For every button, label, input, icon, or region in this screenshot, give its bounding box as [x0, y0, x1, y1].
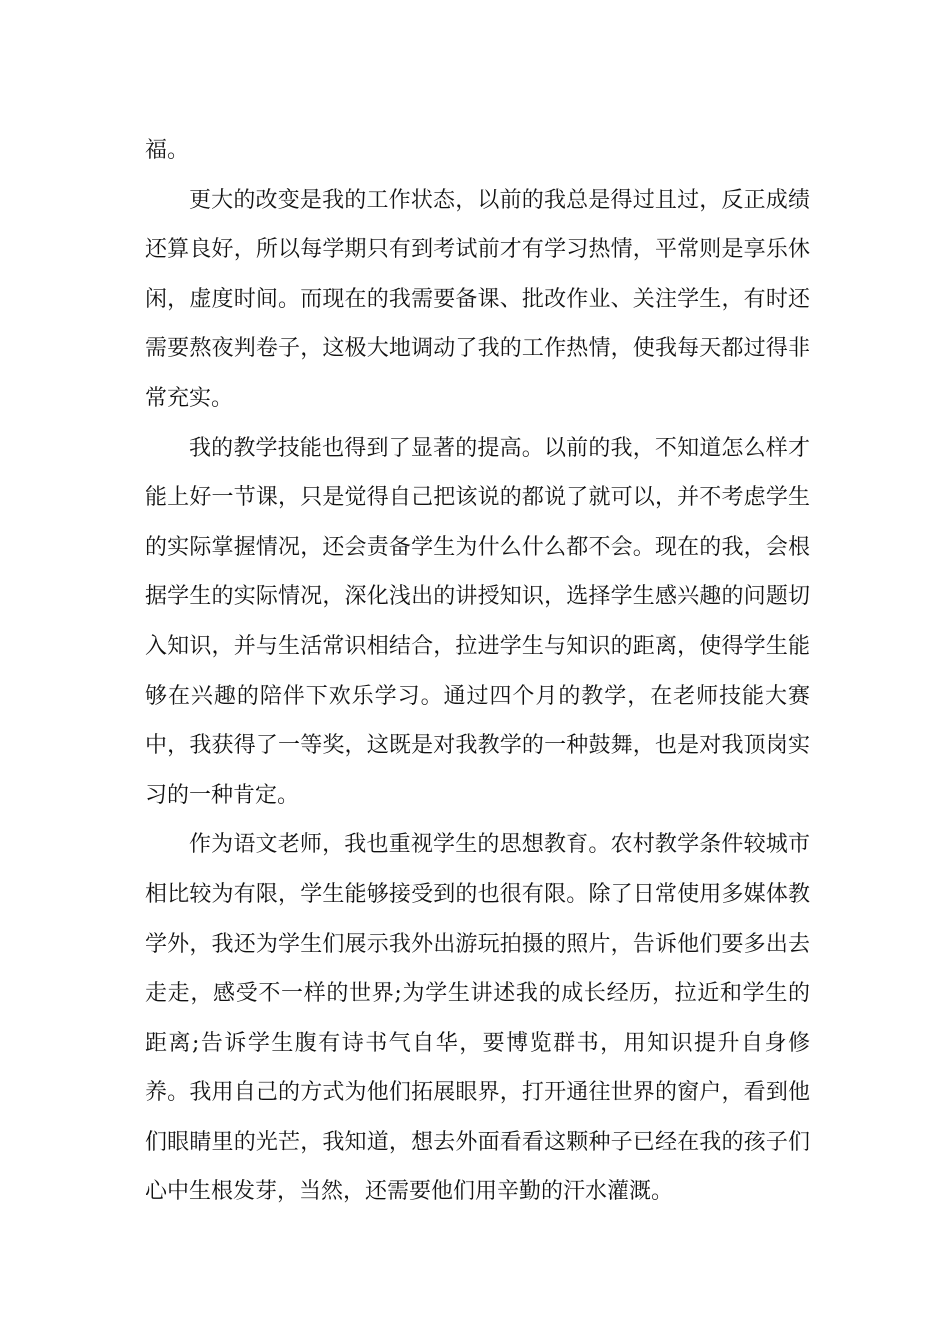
paragraph-moral-education: 作为语文老师，我也重视学生的思想教育。农村教学条件较城市相比较为有限，学生能够接受到的也很有限。除了日常使用多媒体教学外，我还为学生们展示我外出游玩拍摄的照片，告诉他们要多出去走走，感受不一样的世界;为学生讲述我的成长经历，拉近和学生的距离;告诉学生腹有诗书气自华，要博览群书，用知识提升自身修养。我用自己的方式为他们拓展眼界，打开通往世界的窗户，看到他们眼睛里的光芒，我知道，想去外面看看这颗种子已经在我的孩子们心中生根发芽，当然，还需要他们用辛勤的汗水灌溉。 — [145, 832, 810, 1205]
paragraph-teaching-skills: 我的教学技能也得到了显著的提高。以前的我，不知道怎么样才能上好一节课，只是觉得自己把该说的都说了就可以，并不考虑学生的实际掌握情况，还会责备学生为什么什么都不会。现在的我，会根据学生的实际情况，深化浅出的讲授知识，选择学生感兴趣的问题切入知识，并与生活常识相结合，拉进学生与知识的距离，使得学生能够在兴趣的陪伴下欢乐学习。通过四个月的教学，在老师技能大赛中，我获得了一等奖，这既是对我教学的一种鼓舞，也是对我顶岗实习的一种肯定。 — [145, 435, 810, 808]
paragraph-work-status: 更大的改变是我的工作状态，以前的我总是得过且过，反正成绩还算良好，所以每学期只有到考试前才有学习热情，平常则是享乐休闲，虚度时间。而现在的我需要备课、批改作业、关注学生，有时还需要熬夜判卷子，这极大地调动了我的工作热情，使我每天都过得非常充实。 — [145, 187, 810, 411]
paragraph-continuation: 福。 — [145, 138, 190, 163]
body-text — [145, 126, 810, 1217]
